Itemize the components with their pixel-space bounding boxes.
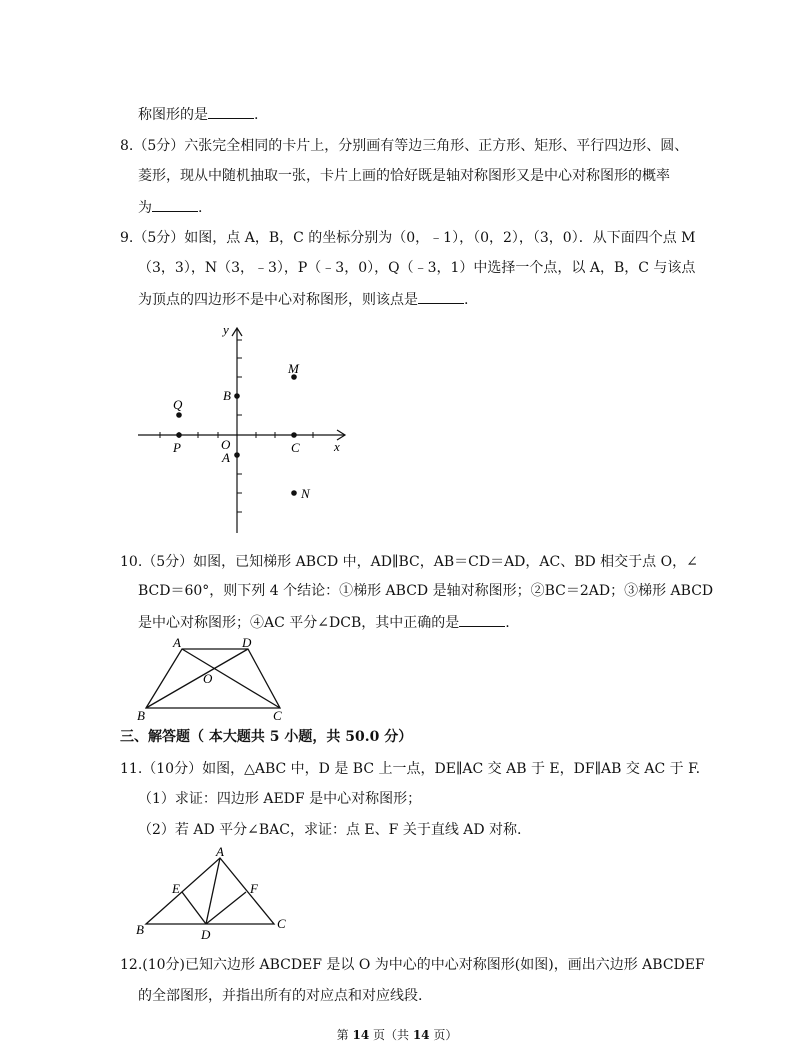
q10-line3 [138,612,510,633]
q10-line2: BCD＝60°，则下列 4 个结论：①梯形 ABCD 是轴对称图形；②BC＝2AD；③梯形 ABCD [138,583,714,599]
vertex-b-label: B [136,922,144,937]
q8-line1 [120,136,688,156]
answer-blank[interactable] [208,104,254,119]
q11-part1: （1）求证：四边形 AEDF 是中心对称图形； [138,791,422,807]
vertex-c-label: C [273,708,282,723]
point-d-label: D [201,927,211,942]
q8-line2: 菱形，现从中随机抽取一张，卡片上画的恰好既是轴对称图形又是中心对称图形的概率 [138,168,670,184]
point-n-label: N [301,486,310,501]
q9-text-1: （5分）如图，点 A，B，C 的坐标分别为（0，﹣1），（0，2），（3，0）．从下面四个点 M [133,230,696,246]
footer-mid: 页（共 [369,1028,413,1042]
point-q-dot [176,412,182,418]
q9-number: 9. [120,230,134,246]
answer-blank[interactable] [459,612,505,627]
point-m-label: M [288,361,299,376]
vertex-a-label: A [173,636,181,650]
q10-number: 10. [120,554,143,570]
footer-total-pages: 14 [412,1028,430,1042]
point-p-dot [176,432,182,438]
q11-line1 [120,759,700,779]
q12-number: 12. [120,957,143,973]
section-3-heading [120,727,412,747]
y-axis-label: y [223,322,229,337]
q9-end: . [464,292,469,308]
segment-ed [182,892,206,924]
section-3-post: 分） [379,729,413,745]
vertex-c-label: C [277,916,286,931]
point-c-label: C [291,440,300,455]
footer-page-number: 14 [352,1028,370,1042]
q8-end: . [198,200,203,216]
q10-text-1: （5分）如图，已知梯形 ABCD 中，AD∥BC，AB＝CD＝AD，AC、BD 相交于点 O，∠ [142,554,698,570]
q9-line2: （3，3），N（3，﹣3），P（﹣3，0），Q（﹣3，1）中选择一个点，以 A，B，C 与该点 [138,260,696,276]
point-o-label: O [203,671,213,686]
q8-text-3: 为 [138,200,152,216]
footer-pre: 第 [336,1028,353,1042]
point-p-label: P [173,440,181,455]
q8-line3 [138,197,202,218]
point-q-label: Q [173,397,183,412]
answer-blank[interactable] [418,289,464,304]
section-3-mid: 小题，共 [279,729,346,745]
q10-text-3: 是中心对称图形；④AC 平分∠DCB，其中正确的是 [138,615,460,631]
origin-label: O [221,437,231,452]
q7-tail-text: 称图形的是 [138,107,208,123]
point-c-dot [291,432,297,438]
q10-line1 [120,552,698,572]
q12-text-1: (10分)已知六边形 ABCDEF 是以 O 为中心的中心对称图形(如图)，画出六边形 ABCDEF [142,957,705,973]
q12-line2: 的全部图形，并指出所有的对应点和对应线段. [138,988,423,1004]
q9-line3 [138,289,468,310]
vertex-b-label: B [137,708,145,723]
section-3-count: 5 [269,729,280,745]
triangle-figure [132,846,294,942]
q9-line1 [120,228,696,248]
footer-post: 页） [429,1028,458,1042]
point-f-label: F [250,881,258,896]
q8-number: 8. [120,138,134,154]
q7-tail [138,104,258,125]
vertex-d-label: D [242,636,252,650]
section-3-score: 50.0 [345,729,380,745]
q10-end: . [505,615,510,631]
q11-part2: （2）若 AD 平分∠BAC，求证：点 E、F 关于直线 AD 对称. [138,822,522,838]
q8-text-1: （5分）六张完全相同的卡片上，分别画有等边三角形、正方形、矩形、平行四边形、圆、 [133,138,689,154]
trapezoid-outline [146,649,280,708]
q7-tail-end: . [254,107,259,123]
q11-text-1: （10分）如图，△ABC 中，D 是 BC 上一点，DE∥AC 交 AB 于 E，DF∥AB 交 AC 于 F. [142,761,701,777]
q11-number: 11. [120,761,143,777]
q9-text-3: 为顶点的四边形不是中心对称图形，则该点是 [138,292,418,308]
point-b-dot [234,393,240,399]
point-a-label: A [222,450,230,465]
point-e-label: E [172,881,180,896]
point-b-label: B [223,388,231,403]
section-3-pre: 三、解答题（ 本大题共 [120,729,270,745]
page-footer [0,1026,794,1043]
q12-line1 [120,955,705,975]
x-axis-label: x [334,439,340,454]
point-a-dot [234,452,240,458]
vertex-a-label: A [216,846,224,859]
answer-blank[interactable] [152,197,198,212]
point-n-dot [291,490,297,496]
coordinate-figure [130,318,360,538]
trapezoid-figure [132,636,292,724]
